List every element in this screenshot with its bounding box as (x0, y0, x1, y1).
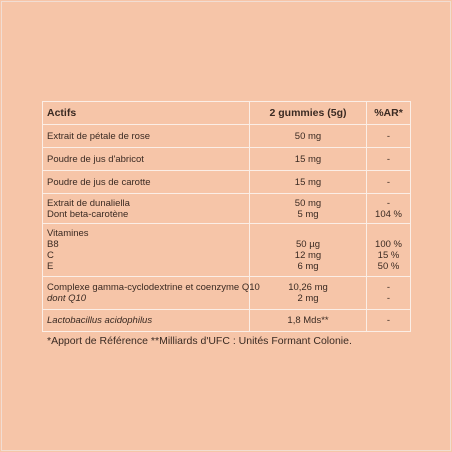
dose-value: 5 mg (297, 208, 319, 220)
table-row (43, 171, 411, 194)
dose-value: 1,8 Mds** (287, 315, 329, 326)
footnote: *Apport de Référence **Milliards d'UFC : Unités Formant Colonie. (47, 335, 352, 347)
ar-value: 100 % (375, 239, 402, 250)
ar-value: - (386, 176, 391, 188)
actif-cell (43, 277, 260, 310)
ar-value: - (386, 315, 391, 326)
table-row (43, 277, 411, 310)
dose-value: 10,26 mg (288, 282, 328, 293)
actif-name: Extrait de dunaliella (47, 197, 130, 209)
actif-cell (43, 125, 250, 148)
actif-name: Poudre de jus de carotte (47, 176, 151, 188)
ar-value: - (386, 130, 391, 142)
table-row (43, 148, 411, 171)
ar-cell (367, 148, 411, 171)
actif-name: B8 (47, 239, 59, 250)
actif-cell (43, 194, 250, 224)
table-row (43, 224, 411, 277)
dose-value: 50 mg (294, 130, 322, 142)
table-row (43, 194, 411, 224)
actif-name: Dont beta-carotène (47, 208, 129, 220)
table-row (43, 125, 411, 148)
table-row (43, 310, 411, 332)
ar-cell (367, 224, 411, 277)
nutrition-table (42, 101, 411, 332)
dose-cell (250, 277, 367, 310)
actif-cell (43, 148, 250, 171)
dose-value: 50 µg (296, 239, 320, 250)
ar-value: - (386, 153, 391, 165)
actif-name: Extrait de pétale de rose (47, 130, 150, 142)
actif-name: Complexe gamma-cyclodextrine et coenzyme Q10 (47, 282, 260, 293)
dose-cell (250, 125, 367, 148)
dose-cell (250, 194, 367, 224)
ar-value: - (386, 293, 391, 304)
header-actifs: Actifs (43, 102, 250, 125)
header-dose: 2 gummies (5g) (250, 102, 367, 125)
ar-value (371, 228, 406, 239)
actif-name: C (47, 250, 54, 261)
dose-value: 6 mg (297, 261, 319, 272)
dose-value: 12 mg (294, 250, 322, 261)
ar-value: - (386, 282, 391, 293)
dose-value (254, 228, 362, 239)
dose-cell (250, 148, 367, 171)
actif-name: Lactobacillus acidophilus (47, 315, 153, 326)
actif-cell (43, 224, 250, 277)
dose-value: 15 mg (294, 176, 322, 188)
ar-cell (367, 194, 411, 224)
header-ar: %AR* (367, 102, 411, 125)
ar-value: 15 % (377, 250, 400, 261)
ar-cell (367, 310, 411, 332)
dose-value: 15 mg (294, 153, 322, 165)
ar-cell (367, 277, 411, 310)
actif-name: Vitamines (47, 228, 89, 239)
actif-cell (43, 310, 250, 332)
dose-cell (250, 224, 367, 277)
actif-name: E (47, 261, 54, 272)
actif-name: dont Q10 (47, 293, 87, 304)
table-header-row (43, 102, 411, 125)
dose-cell (250, 171, 367, 194)
ar-value: - (386, 197, 391, 209)
dose-value: 2 mg (297, 293, 319, 304)
dose-value: 50 mg (294, 197, 322, 209)
actif-name: Poudre de jus d'abricot (47, 153, 144, 165)
ar-cell (367, 125, 411, 148)
actif-cell (43, 171, 250, 194)
ar-value: 104 % (375, 208, 402, 220)
ar-value: 50 % (377, 261, 400, 272)
dose-cell (250, 310, 367, 332)
ar-cell (367, 171, 411, 194)
